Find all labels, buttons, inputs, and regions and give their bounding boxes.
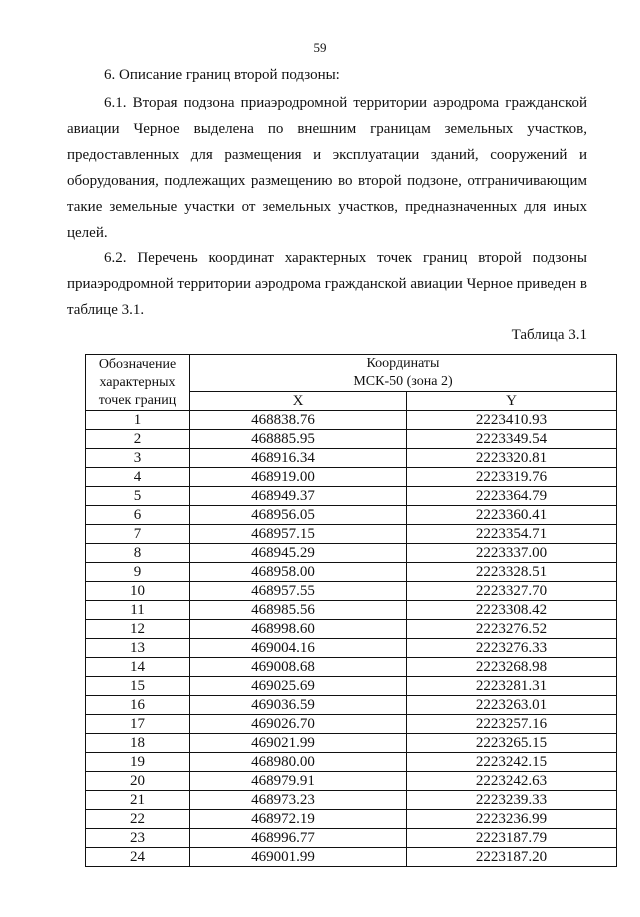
coordinates-table bbox=[85, 354, 617, 867]
point-cell: 10 bbox=[86, 582, 190, 601]
table-row bbox=[86, 639, 617, 658]
point-cell: 20 bbox=[86, 772, 190, 791]
y-coordinate-cell: 2223236.99 bbox=[407, 810, 617, 829]
y-coordinate-cell: 2223242.15 bbox=[407, 753, 617, 772]
x-coordinate-cell: 468979.91 bbox=[190, 772, 407, 791]
header-point-line1: Обозначение bbox=[98, 356, 177, 372]
x-coordinate-cell: 468998.60 bbox=[190, 620, 407, 639]
y-coordinate-cell: 2223187.20 bbox=[407, 848, 617, 867]
table-row bbox=[86, 696, 617, 715]
x-coordinate-cell: 469026.70 bbox=[190, 715, 407, 734]
paragraph-6-2: 6.2. Перечень координат характерных точек границ второй подзоны приаэродромной территории аэродрома гражданской авиации Черное приведен в таблице 3.1. bbox=[67, 250, 587, 318]
x-coordinate-cell: 468916.34 bbox=[190, 449, 407, 468]
header-y: Y bbox=[407, 392, 617, 411]
y-coordinate-cell: 2223308.42 bbox=[407, 601, 617, 620]
x-coordinate-cell: 469025.69 bbox=[190, 677, 407, 696]
table-caption: Таблица 3.1 bbox=[511, 327, 587, 343]
point-cell: 24 bbox=[86, 848, 190, 867]
header-point-designation bbox=[86, 355, 190, 411]
point-cell: 7 bbox=[86, 525, 190, 544]
y-coordinate-cell: 2223242.63 bbox=[407, 772, 617, 791]
table-row bbox=[86, 411, 617, 430]
table-row bbox=[86, 848, 617, 867]
table-row bbox=[86, 772, 617, 791]
point-cell: 22 bbox=[86, 810, 190, 829]
table-row bbox=[86, 753, 617, 772]
point-cell: 1 bbox=[86, 411, 190, 430]
y-coordinate-cell: 2223257.16 bbox=[407, 715, 617, 734]
point-cell: 11 bbox=[86, 601, 190, 620]
table-row bbox=[86, 563, 617, 582]
header-coords-line2: МСК-50 (зона 2) bbox=[353, 374, 453, 389]
y-coordinate-cell: 2223349.54 bbox=[407, 430, 617, 449]
table-row bbox=[86, 525, 617, 544]
x-coordinate-cell: 468885.95 bbox=[190, 430, 407, 449]
x-coordinate-cell: 469036.59 bbox=[190, 696, 407, 715]
table-row bbox=[86, 601, 617, 620]
x-coordinate-cell: 469021.99 bbox=[190, 734, 407, 753]
point-cell: 23 bbox=[86, 829, 190, 848]
point-cell: 16 bbox=[86, 696, 190, 715]
point-cell: 6 bbox=[86, 506, 190, 525]
y-coordinate-cell: 2223354.71 bbox=[407, 525, 617, 544]
table-row bbox=[86, 810, 617, 829]
y-coordinate-cell: 2223364.79 bbox=[407, 487, 617, 506]
x-coordinate-cell: 469008.68 bbox=[190, 658, 407, 677]
y-coordinate-cell: 2223268.98 bbox=[407, 658, 617, 677]
table-row bbox=[86, 544, 617, 563]
section-heading: 6. Описание границ второй подзоны: bbox=[104, 67, 340, 83]
table-row bbox=[86, 449, 617, 468]
x-coordinate-cell: 468949.37 bbox=[190, 487, 407, 506]
y-coordinate-cell: 2223263.01 bbox=[407, 696, 617, 715]
table-row bbox=[86, 715, 617, 734]
x-coordinate-cell: 468945.29 bbox=[190, 544, 407, 563]
point-cell: 12 bbox=[86, 620, 190, 639]
y-coordinate-cell: 2223360.41 bbox=[407, 506, 617, 525]
point-cell: 5 bbox=[86, 487, 190, 506]
table-row bbox=[86, 468, 617, 487]
table-row bbox=[86, 829, 617, 848]
table-row bbox=[86, 620, 617, 639]
header-point-line2: характерных bbox=[99, 374, 176, 390]
point-cell: 4 bbox=[86, 468, 190, 487]
point-cell: 13 bbox=[86, 639, 190, 658]
y-coordinate-cell: 2223281.31 bbox=[407, 677, 617, 696]
table-row bbox=[86, 487, 617, 506]
page-number: 59 bbox=[313, 40, 327, 55]
table-row bbox=[86, 677, 617, 696]
point-cell: 15 bbox=[86, 677, 190, 696]
table-row bbox=[86, 582, 617, 601]
y-coordinate-cell: 2223239.33 bbox=[407, 791, 617, 810]
y-coordinate-cell: 2223327.70 bbox=[407, 582, 617, 601]
y-coordinate-cell: 2223187.79 bbox=[407, 829, 617, 848]
x-coordinate-cell: 468956.05 bbox=[190, 506, 407, 525]
point-cell: 21 bbox=[86, 791, 190, 810]
x-coordinate-cell: 468980.00 bbox=[190, 753, 407, 772]
x-coordinate-cell: 468996.77 bbox=[190, 829, 407, 848]
table-row bbox=[86, 791, 617, 810]
point-cell: 14 bbox=[86, 658, 190, 677]
y-coordinate-cell: 2223328.51 bbox=[407, 563, 617, 582]
y-coordinate-cell: 2223276.52 bbox=[407, 620, 617, 639]
point-cell: 3 bbox=[86, 449, 190, 468]
x-coordinate-cell: 468972.19 bbox=[190, 810, 407, 829]
point-cell: 9 bbox=[86, 563, 190, 582]
paragraph-6-1: 6.1. Вторая подзона приаэродромной территории аэродрома гражданской авиации Черное выделена по внешним границам земельных участков, предоставленных для размещения и эксплуатации зданий, сооружений и оборудования, подлежащих размещению во второй подзоне, отграничивающим такие земельные участки от земельных участков, предназначенных для иных целей. bbox=[67, 95, 587, 241]
y-coordinate-cell: 2223276.33 bbox=[407, 639, 617, 658]
table-row bbox=[86, 734, 617, 753]
x-coordinate-cell: 468919.00 bbox=[190, 468, 407, 487]
point-cell: 17 bbox=[86, 715, 190, 734]
x-coordinate-cell: 468957.15 bbox=[190, 525, 407, 544]
header-point-line3: точек границ bbox=[98, 392, 177, 408]
table-row bbox=[86, 430, 617, 449]
y-coordinate-cell: 2223265.15 bbox=[407, 734, 617, 753]
x-coordinate-cell: 468985.56 bbox=[190, 601, 407, 620]
x-coordinate-cell: 468958.00 bbox=[190, 563, 407, 582]
table-row bbox=[86, 506, 617, 525]
y-coordinate-cell: 2223337.00 bbox=[407, 544, 617, 563]
table-header bbox=[86, 355, 617, 411]
x-coordinate-cell: 469001.99 bbox=[190, 848, 407, 867]
y-coordinate-cell: 2223319.76 bbox=[407, 468, 617, 487]
point-cell: 2 bbox=[86, 430, 190, 449]
y-coordinate-cell: 2223320.81 bbox=[407, 449, 617, 468]
header-coordinates bbox=[190, 355, 617, 392]
table-body bbox=[86, 411, 617, 867]
header-x: X bbox=[190, 392, 407, 411]
x-coordinate-cell: 469004.16 bbox=[190, 639, 407, 658]
header-coords-line1: Координаты bbox=[366, 356, 440, 371]
x-coordinate-cell: 468973.23 bbox=[190, 791, 407, 810]
y-coordinate-cell: 2223410.93 bbox=[407, 411, 617, 430]
point-cell: 19 bbox=[86, 753, 190, 772]
table-row bbox=[86, 658, 617, 677]
point-cell: 18 bbox=[86, 734, 190, 753]
x-coordinate-cell: 468838.76 bbox=[190, 411, 407, 430]
x-coordinate-cell: 468957.55 bbox=[190, 582, 407, 601]
point-cell: 8 bbox=[86, 544, 190, 563]
